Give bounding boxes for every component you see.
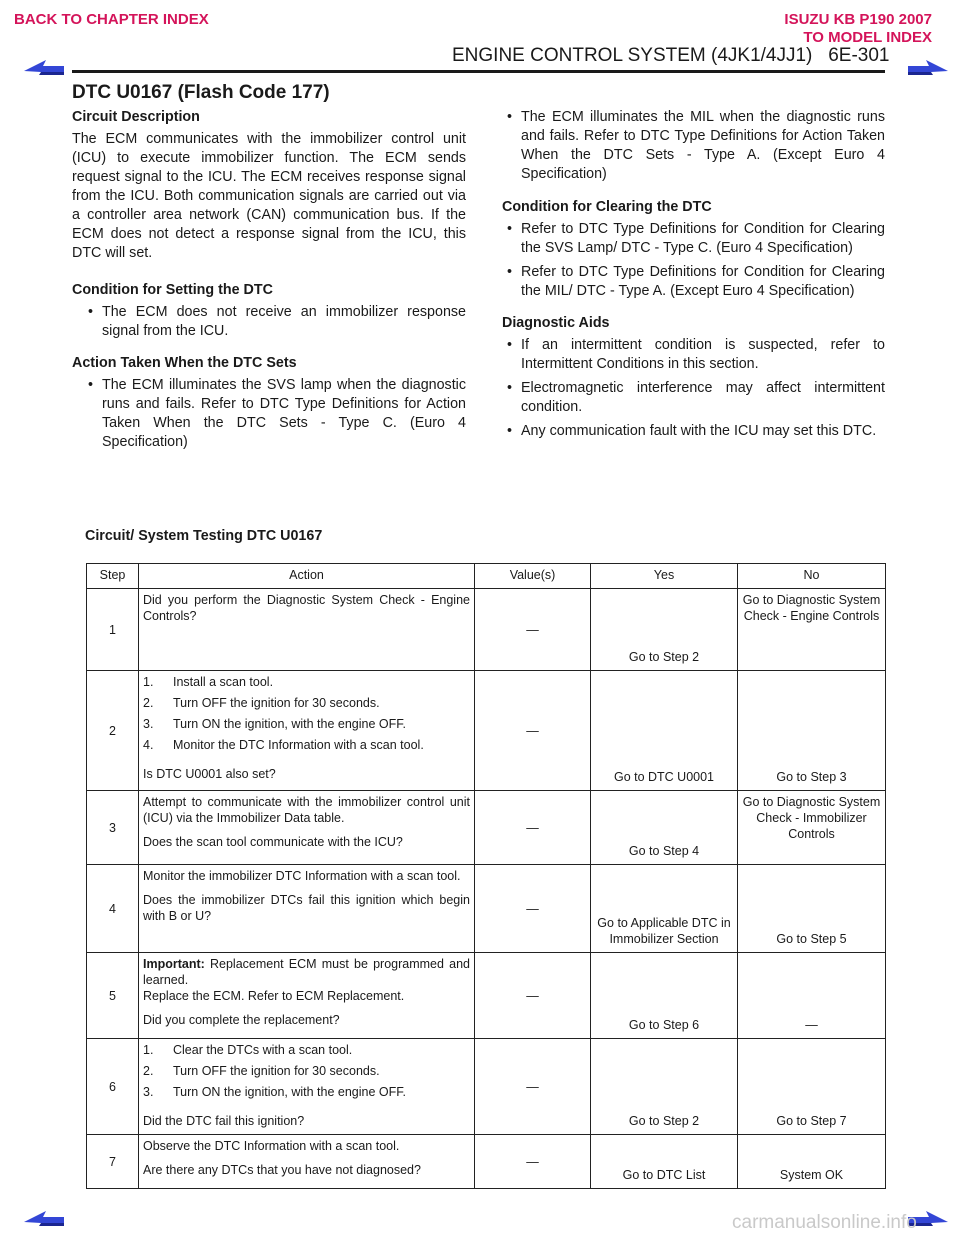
list-item: 3. Turn ON the ignition, with the engine OFF. [143,717,406,731]
action-question: Does the immobilizer DTCs fail this ignition which begin with B or U? [143,893,470,923]
next-page-arrow-icon[interactable] [906,56,950,78]
value-cell: — [475,791,591,865]
list-item: • The ECM does not receive an immobilizer response signal from the ICU. [72,303,466,341]
action-text: Replace the ECM. Refer to ECM Replacement. [143,989,405,1003]
list-item-text: Turn OFF the ignition for 30 seconds. [173,696,380,710]
action-cell [139,1135,475,1189]
header-no: No [738,564,886,589]
no-cell: System OK [738,1135,886,1189]
value-cell: — [475,1039,591,1135]
value-cell: — [475,1135,591,1189]
step-number: 3 [87,791,139,865]
table-row [87,791,886,865]
action-question: Are there any DTCs that you have not diagnosed? [143,1163,421,1177]
page-header-title: ENGINE CONTROL SYSTEM (4JK1/4JJ1) 6E-301 [452,45,890,66]
important-label: Important: [143,957,205,971]
list-item: • The ECM illuminates the SVS lamp when the diagnostic runs and fails. Refer to DTC Type Definitions for Action Taken When the DTC Sets - Type C. (Euro 4 Specification) [72,376,466,452]
table-row [87,865,886,953]
circuit-description-text: The ECM communicates with the immobilizer control unit (ICU) to execute immobilizer function. The ECM sends request signal to the ICU. The ECM receives response signal from the ICU. Both communication signals are carried out via a controller area network (CAN) communication bus. If the ECM does not detect a response signal from the ICU, this DTC will set. [72,131,466,261]
back-to-model-index-link[interactable]: TO MODEL INDEX [803,29,932,46]
step-number: 5 [87,953,139,1039]
action-text: Observe the DTC Information with a scan tool. [143,1139,400,1153]
list-item-text: Clear the DTCs with a scan tool. [173,1043,353,1057]
action-cell [139,953,475,1039]
yes-cell: Go to Step 6 [591,953,738,1039]
step-number: 2 [87,671,139,791]
table-header-row [87,564,886,589]
yes-cell: Go to Step 2 [591,1039,738,1135]
action-question: Did you perform the Diagnostic System Check - Engine Controls? [143,593,470,623]
no-cell: — [738,953,886,1039]
header-values: Value(s) [475,564,591,589]
no-cell: Go to Diagnostic System Check - Immobilizer Controls [738,791,886,865]
yes-cell: Go to Step 4 [591,791,738,865]
action-taken-heading: Action Taken When the DTC Sets [72,355,297,371]
header-rule [72,70,885,73]
list-item-text: Turn ON the ignition, with the engine OFF. [173,1085,406,1099]
diagnostic-aids-heading: Diagnostic Aids [502,315,610,331]
model-title-link[interactable]: ISUZU KB P190 2007 [784,11,932,28]
condition-setting-heading: Condition for Setting the DTC [72,282,273,298]
yes-cell: Go to DTC List [591,1135,738,1189]
previous-page-arrow-icon[interactable] [22,1207,66,1229]
action-cell [139,589,475,671]
table-row [87,671,886,791]
action-question: Does the scan tool communicate with the ICU? [143,835,403,849]
watermark-text: carmanualsonline.info [732,1212,917,1233]
back-to-chapter-index-link[interactable]: BACK TO CHAPTER INDEX [14,11,209,28]
step-number: 6 [87,1039,139,1135]
circuit-description-heading: Circuit Description [72,109,200,125]
condition-clearing-heading: Condition for Clearing the DTC [502,199,712,215]
list-item-text: Turn ON the ignition, with the engine OFF. [173,717,406,731]
list-item: 1. Install a scan tool. [143,675,274,689]
value-cell: — [475,671,591,791]
action-cell [139,1039,475,1135]
list-item-text: Monitor the DTC Information with a scan tool. [173,738,424,752]
yes-cell: Go to Step 2 [591,589,738,671]
action-question: Did you complete the replacement? [143,1013,340,1027]
value-cell: — [475,953,591,1039]
left-column [72,108,466,457]
action-text: Attempt to communicate with the immobilizer control unit (ICU) via the Immobilizer Data table. [143,795,470,825]
yes-cell: Go to Applicable DTC in Immobilizer Section [591,865,738,953]
header-action: Action [139,564,475,589]
previous-page-arrow-icon[interactable] [22,56,66,78]
important-text: Replacement ECM must be programmed and learned. [143,957,470,987]
right-column [491,108,885,446]
value-cell: — [475,865,591,953]
circuit-testing-table [86,563,886,1189]
list-item: • Any communication fault with the ICU may set this DTC. [491,422,885,441]
action-question: Is DTC U0001 also set? [143,767,276,781]
header-yes: Yes [591,564,738,589]
no-cell: Go to Step 3 [738,671,886,791]
list-item: 1. Clear the DTCs with a scan tool. [143,1043,353,1057]
action-cell [139,865,475,953]
header-step: Step [87,564,139,589]
list-item: 3. Turn ON the ignition, with the engine OFF. [143,1085,406,1099]
list-item: • If an intermittent condition is suspected, refer to Intermittent Conditions in this section. [491,336,885,374]
list-item: • The ECM illuminates the MIL when the diagnostic runs and fails. Refer to DTC Type Definitions for Action Taken When the DTC Sets - Type A. (Except Euro 4 Specification) [491,108,885,184]
action-cell [139,791,475,865]
yes-cell: Go to DTC U0001 [591,671,738,791]
list-item: 4. Monitor the DTC Information with a scan tool. [143,738,424,752]
list-item: • Refer to DTC Type Definitions for Condition for Clearing the SVS Lamp/ DTC - Type C. (Euro 4 Specification) [491,220,885,258]
no-cell: Go to Diagnostic System Check - Engine Controls [738,589,886,671]
action-question: Did the DTC fail this ignition? [143,1114,305,1128]
step-number: 4 [87,865,139,953]
no-cell: Go to Step 5 [738,865,886,953]
list-item-text: Turn OFF the ignition for 30 seconds. [173,1064,380,1078]
table-row [87,953,886,1039]
list-item: 2. Turn OFF the ignition for 30 seconds. [143,1064,380,1078]
list-item-text: Install a scan tool. [173,675,274,689]
step-number: 1 [87,589,139,671]
table-row [87,589,886,671]
list-item: • Electromagnetic interference may affect intermittent condition. [491,379,885,417]
table-row [87,1135,886,1189]
no-cell: Go to Step 7 [738,1039,886,1135]
action-text: Monitor the immobilizer DTC Information with a scan tool. [143,869,461,883]
action-cell [139,671,475,791]
dtc-title: DTC U0167 (Flash Code 177) [72,82,330,103]
list-item: 2. Turn OFF the ignition for 30 seconds. [143,696,380,710]
step-number: 7 [87,1135,139,1189]
table-title: Circuit/ System Testing DTC U0167 [85,528,323,544]
list-item: • Refer to DTC Type Definitions for Condition for Clearing the MIL/ DTC - Type A. (Except Euro 4 Specification) [491,263,885,301]
value-cell: — [475,589,591,671]
table-row [87,1039,886,1135]
